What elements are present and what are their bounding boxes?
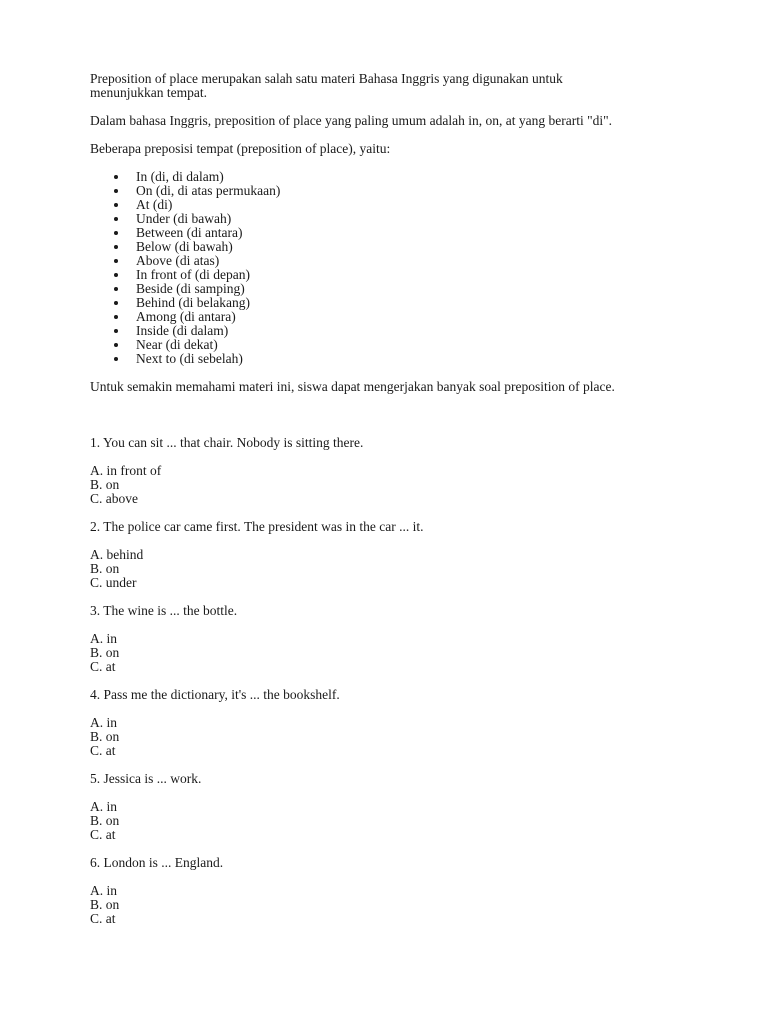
question-block [90,604,730,674]
intro-paragraph-2: Dalam bahasa Inggris, preposition of place yang paling umum adalah in, on, at yang berarti "di". [90,113,612,128]
intro-paragraph-line-2: menunjukkan tempat. [90,85,207,100]
question-block [90,520,730,590]
list-item: Near (di dekat) [90,338,730,352]
bullet-icon [114,189,118,193]
answer-option: A. in [90,631,117,646]
answer-option: B. on [90,813,120,828]
answer-option: C. at [90,827,116,842]
list-item: Below (di bawah) [90,240,730,254]
answer-option: A. in [90,883,117,898]
list-item: In (di, di dalam) [90,170,730,184]
question-text: 1. You can sit ... that chair. Nobody is sitting there. [90,435,364,450]
list-item: Between (di antara) [90,226,730,240]
answer-option: C. under [90,575,137,590]
list-item: Under (di bawah) [90,212,730,226]
question-text: 4. Pass me the dictionary, it's ... the bookshelf. [90,687,340,702]
closing-paragraph: Untuk semakin memahami materi ini, siswa dapat mengerjakan banyak soal preposition of place. [90,379,615,394]
question-block [90,436,730,506]
answer-option: C. at [90,911,116,926]
bullet-icon [114,217,118,221]
bullet-icon [114,245,118,249]
bullet-icon [114,315,118,319]
answer-option: B. on [90,477,120,492]
question-block [90,856,730,926]
preposition-list [90,170,730,366]
list-item: Next to (di sebelah) [90,352,730,366]
answer-option: C. at [90,743,116,758]
answer-option: B. on [90,729,120,744]
answer-option: B. on [90,897,120,912]
bullet-icon [114,203,118,207]
list-item: Above (di atas) [90,254,730,268]
question-text: 3. The wine is ... the bottle. [90,603,238,618]
document-page [90,72,730,926]
bullet-icon [114,301,118,305]
question-text: 2. The police car came first. The president was in the car ... it. [90,519,424,534]
bullet-icon [114,357,118,361]
bullet-icon [114,231,118,235]
bullet-icon [114,259,118,263]
list-item: Beside (di samping) [90,282,730,296]
question-text: 5. Jessica is ... work. [90,771,202,786]
answer-option: A. behind [90,547,144,562]
intro-paragraph-line-1: Preposition of place merupakan salah satu materi Bahasa Inggris yang digunakan untuk [90,71,563,86]
bullet-icon [114,287,118,291]
bullet-icon [114,343,118,347]
question-block [90,772,730,842]
bullet-icon [114,175,118,179]
answer-option: A. in [90,799,117,814]
list-item: On (di, di atas permukaan) [90,184,730,198]
intro-paragraph-3: Beberapa preposisi tempat (preposition of place), yaitu: [90,141,391,156]
answer-option: B. on [90,645,120,660]
answer-option: A. in [90,715,117,730]
bullet-icon [114,329,118,333]
list-item: At (di) [90,198,730,212]
question-text: 6. London is ... England. [90,855,224,870]
answer-option: B. on [90,561,120,576]
list-item: Among (di antara) [90,310,730,324]
answer-option: C. at [90,659,116,674]
list-item: Behind (di belakang) [90,296,730,310]
bullet-icon [114,273,118,277]
question-block [90,688,730,758]
answer-option: A. in front of [90,463,162,478]
answer-option: C. above [90,491,138,506]
list-item: In front of (di depan) [90,268,730,282]
list-item: Inside (di dalam) [90,324,730,338]
